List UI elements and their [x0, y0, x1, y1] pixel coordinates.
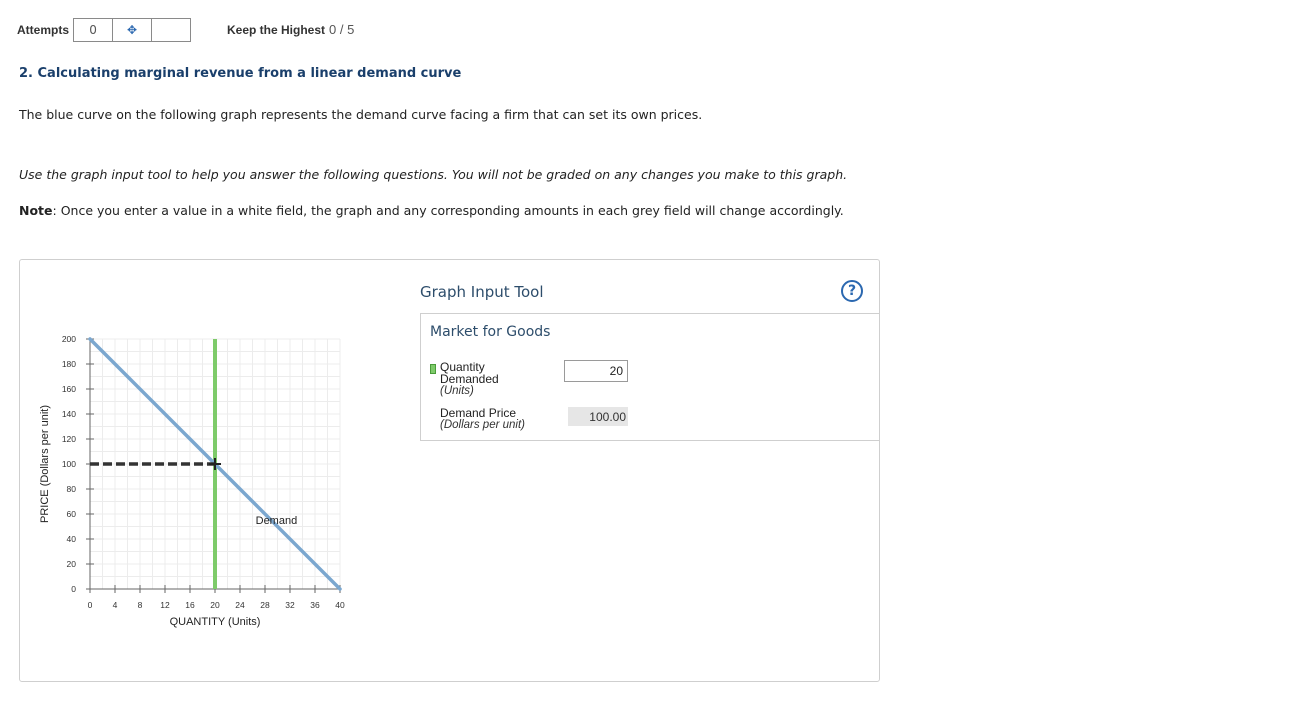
y-tick-label: 180	[61, 359, 76, 369]
demand-curve-label: Demand	[255, 515, 298, 527]
move-icon[interactable]: ✥	[112, 18, 152, 42]
x-tick-label: 16	[185, 600, 195, 610]
x-tick-label: 8	[137, 600, 143, 610]
y-tick-label: 40	[66, 534, 76, 544]
y-tick-label: 140	[61, 409, 76, 419]
y-tick-label: 60	[66, 509, 76, 519]
x-tick-label: 24	[235, 600, 245, 610]
score-value: 0 / 5	[329, 22, 355, 37]
x-tick-label: 28	[260, 600, 270, 610]
help-button[interactable]: ?	[841, 280, 863, 302]
price-unit: (Dollars per unit)	[440, 419, 525, 431]
quantity-legend-swatch	[430, 364, 436, 374]
x-tick-label: 12	[160, 600, 170, 610]
x-tick-label: 4	[112, 600, 118, 610]
x-tick-label: 32	[285, 600, 295, 610]
y-axis-title: PRICE (Dollars per unit)	[39, 405, 51, 523]
demand-price-field: 100.00	[568, 407, 628, 426]
graph-input-tool-title: Graph Input Tool	[420, 283, 544, 301]
quantity-unit: (Units)	[440, 385, 474, 397]
y-tick-label: 120	[61, 434, 76, 444]
question-note	[19, 203, 844, 218]
price-label-line1: Demand Price	[440, 406, 517, 420]
graph-panel	[19, 259, 880, 682]
x-tick-label: 20	[210, 600, 220, 610]
x-tick-label: 36	[310, 600, 320, 610]
attempts-label: Attempts	[17, 23, 70, 37]
x-tick-label: 0	[87, 600, 93, 610]
note-bold: Note	[19, 203, 53, 218]
attempts-bar	[17, 17, 191, 43]
note-text: : Once you enter a value in a white field, the graph and any corresponding amounts in each grey field will change accordingly.	[52, 203, 844, 218]
quantity-label-line2: Demanded	[440, 372, 499, 386]
x-tick-label: 40	[335, 600, 345, 610]
market-input-box	[420, 313, 880, 441]
y-tick-label: 200	[61, 334, 76, 344]
y-tick-label: 160	[61, 384, 76, 394]
keep-highest-label: Keep the Highest	[227, 23, 326, 37]
demand-chart[interactable]	[20, 260, 420, 681]
price-label	[440, 407, 525, 431]
quantity-label-line1: Quantity	[440, 360, 485, 374]
quantity-label	[440, 361, 499, 397]
y-tick-label: 0	[71, 584, 76, 594]
y-tick-label: 100	[61, 459, 76, 469]
attempts-count: 0	[73, 18, 113, 42]
question-title: 2. Calculating marginal revenue from a linear demand curve	[19, 66, 462, 81]
quantity-demanded-input[interactable]	[564, 360, 628, 382]
x-axis-title: QUANTITY (Units)	[169, 616, 261, 628]
attempts-blank-box	[151, 18, 191, 42]
question-instruction: Use the graph input tool to help you answer the following questions. You will not be graded on any changes you make to this graph.	[19, 167, 848, 182]
y-tick-label: 80	[66, 484, 76, 494]
y-tick-label: 20	[66, 559, 76, 569]
market-title: Market for Goods	[430, 324, 551, 340]
keep-highest	[227, 22, 354, 37]
question-text: The blue curve on the following graph represents the demand curve facing a firm that can set its own prices.	[19, 107, 703, 122]
